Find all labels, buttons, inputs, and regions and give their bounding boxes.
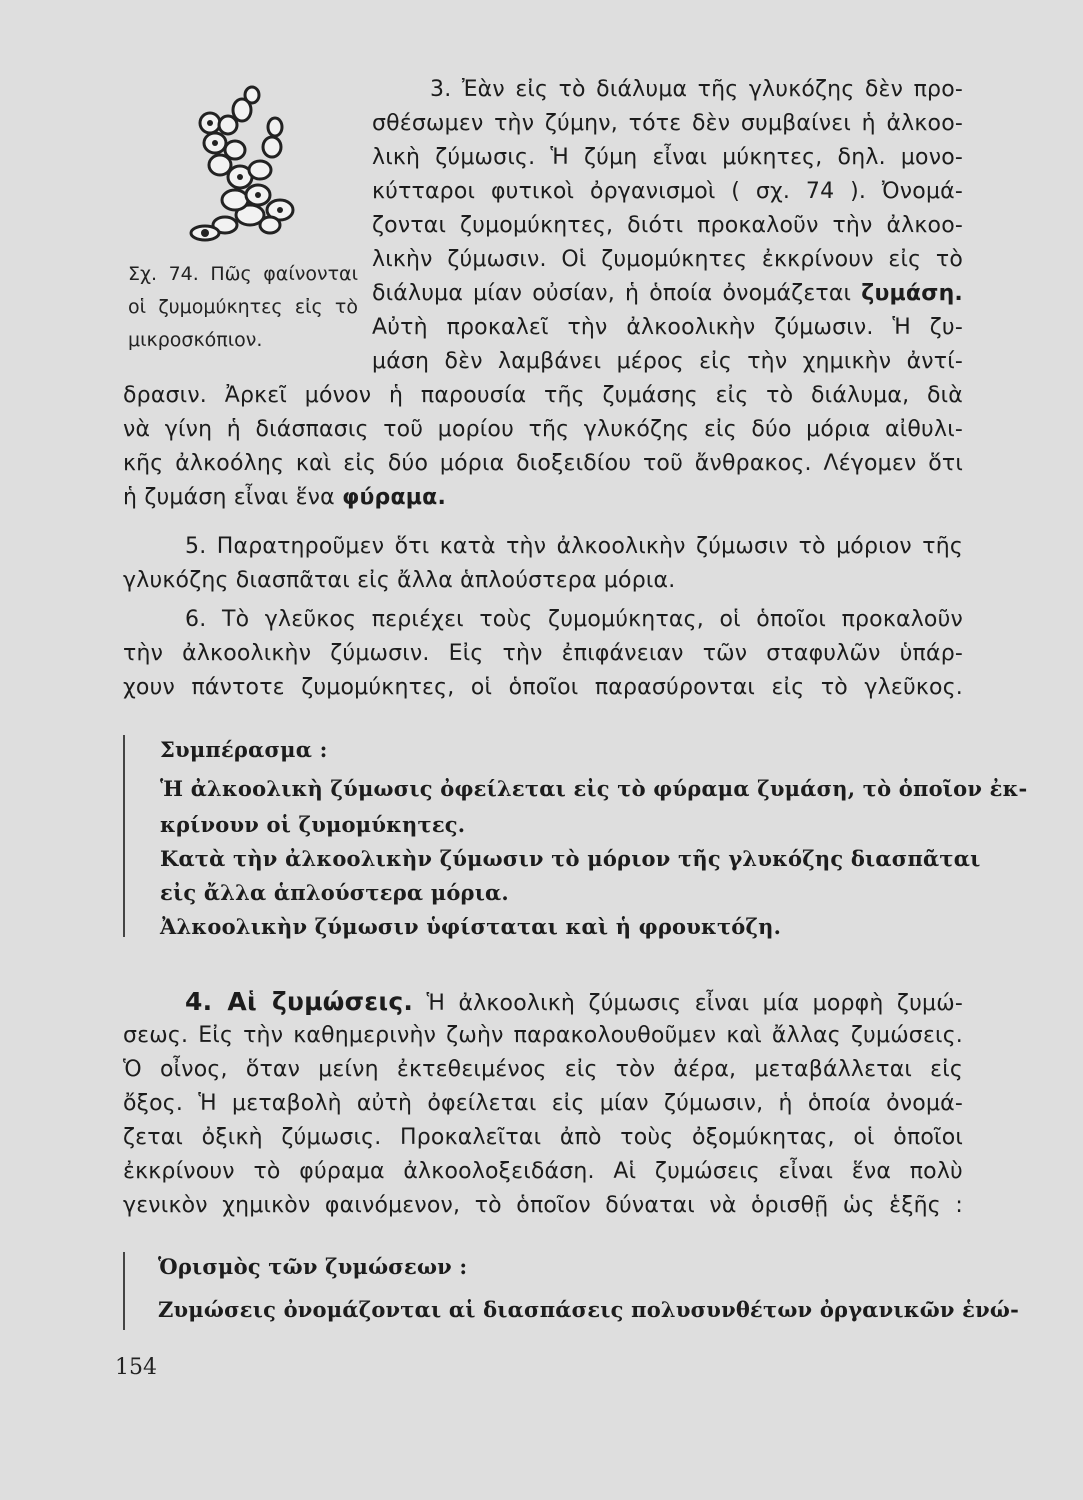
text-segment: ἡ ζυμάση εἶναι ἕνα (123, 485, 343, 510)
text-line: ὄξος. Ἡ μεταβολὴ αὐτὴ ὀφείλεται εἰς μίαν ζύμωσιν, ἡ ὁποία ὀνομά- (123, 1091, 963, 1116)
text-line: 5. Παρατηροῦμεν ὅτι κατὰ τὴν ἀλκοολικὴν ζύμωσιν τὸ μόριον τῆς (185, 534, 963, 559)
text-line: ζονται ζυμομύκητες, διότι προκαλοῦν τὴν ἀλκοο- (372, 213, 963, 238)
text-line: 3. Ἐὰν εἰς τὸ διάλυμα τῆς γλυκόζης δὲν προ- (430, 77, 963, 102)
text-line: λικὴ ζύμωσις. Ἡ ζύμη εἶναι μύκητες, δηλ. μονο- (372, 145, 963, 170)
text-line: μάση δὲν λαμβάνει μέρος εἰς τὴν χημικὴν ἀντί- (372, 349, 963, 374)
text-line: λικὴν ζύμωσιν. Οἱ ζυμομύκητες ἐκκρίνουν εἰς τὸ (372, 247, 963, 272)
text-line: σεως. Εἰς τὴν καθημερινὴν ζωὴν παρακολουθοῦμεν καὶ ἄλλας ζυμώσεις. (123, 1023, 963, 1048)
definition-title: Ὁρισμὸς τῶν ζυμώσεων : (158, 1254, 468, 1279)
text-line: νὰ γίνη ἡ διάσπασις τοῦ μορίου τῆς γλυκόζης εἰς δύο μόρια αἰθυλι- (123, 417, 963, 442)
term-enzyme: φύραμα. (342, 485, 447, 510)
text-line: γενικὸν χημικὸν φαινόμενον, τὸ ὁποῖον δύναται νὰ ὁρισθῇ ὡς ἑξῆς : (123, 1193, 963, 1218)
text-line: χουν πάντοτε ζυμομύκητες, οἱ ὁποῖοι παρασύρονται εἰς τὸ γλεῦκος. (123, 675, 963, 700)
text-line: σθέσωμεν τὴν ζύμην, τότε δὲν συμβαίνει ἡ ἀλκοο- (372, 111, 963, 136)
text-line: τὴν ἀλκοολικὴν ζύμωσιν. Εἰς τὴν ἐπιφάνειαν τῶν σταφυλῶν ὑπάρ- (123, 641, 963, 666)
text-line (123, 481, 963, 515)
text-line: Ζυμώσεις ὀνομάζονται αἱ διασπάσεις πολυσυνθέτων ὀργανικῶν ἑνώ- (158, 1297, 1020, 1322)
text-line: Ὁ οἶνος, ὅταν μείνη ἐκτεθειμένος εἰς τὸν ἀέρα, μεταβάλλεται εἰς (123, 1057, 963, 1082)
conclusion-bar (123, 735, 125, 937)
text-line: Αὐτὴ προκαλεῖ τὴν ἀλκοολικὴν ζύμωσιν. Ἡ ζυ- (372, 315, 963, 340)
text-line: ἐκκρίνουν τὸ φύραμα ἀλκοολοξειδάση. Αἱ ζυμώσεις εἶναι ἕνα πολὺ (123, 1159, 963, 1184)
text-line: δρασιν. Ἀρκεῖ μόνον ἡ παρουσία τῆς ζυμάσης εἰς τὸ διάλυμα, διὰ (123, 383, 963, 408)
definition-bar (123, 1252, 125, 1330)
text-line (123, 985, 963, 1019)
text-line (372, 277, 963, 311)
text-line: Κατὰ τὴν ἀλκοολικὴν ζύμωσιν τὸ μόριον τῆς γλυκόζης διασπᾶται (160, 846, 981, 871)
text-segment: Ἡ ἀλκοολικὴ ζύμωσις εἶναι μία μορφὴ ζυμώ- (413, 991, 963, 1016)
text-segment: διάλυμα μίαν οὐσίαν, ἡ ὁποία ὀνομάζεται (372, 281, 862, 306)
text-line: Ἀλκοολικὴν ζύμωσιν ὑφίσταται καὶ ἡ φρουκτόζη. (160, 914, 782, 939)
conclusion-title: Συμπέρασμα : (160, 737, 328, 762)
section-heading: 4. Αἱ ζυμώσεις. (185, 987, 414, 1016)
term-zymase: ζυμάση. (861, 281, 963, 306)
figure-caption: Σχ. 74. Πῶς φαίνονται οἱ ζυμομύκητες εἰς τὸ μικροσκόπιον. (128, 263, 358, 351)
text-line: κῆς ἀλκοόλης καὶ εἰς δύο μόρια διοξειδίου τοῦ ἄνθρακος. Λέγομεν ὅτι (123, 451, 963, 476)
text-line: εἰς ἄλλα ἁπλούστερα μόρια. (160, 880, 509, 905)
text-line: ζεται ὀξικὴ ζύμωσις. Προκαλεῖται ἀπὸ τοὺς ὀξομύκητας, οἱ ὁποῖοι (123, 1125, 963, 1150)
text-line: κύτταροι φυτικοὶ ὀργανισμοὶ ( σχ. 74 ). Ὀνομά- (372, 179, 963, 204)
text-line: γλυκόζης διασπᾶται εἰς ἄλλα ἁπλούστερα μόρια. (123, 568, 676, 593)
yeast-cells-illustration (180, 85, 320, 255)
text-line: Ἡ ἀλκοολικὴ ζύμωσις ὀφείλεται εἰς τὸ φύραμα ζυμάση, τὸ ὁποῖον ἐκ- (160, 776, 1028, 801)
text-line: κρίνουν οἱ ζυμομύκητες. (160, 812, 466, 837)
page-number: 154 (115, 1355, 157, 1380)
text-line: 6. Τὸ γλεῦκος περιέχει τοὺς ζυμομύκητας, οἱ ὁποῖοι προκαλοῦν (185, 607, 963, 632)
